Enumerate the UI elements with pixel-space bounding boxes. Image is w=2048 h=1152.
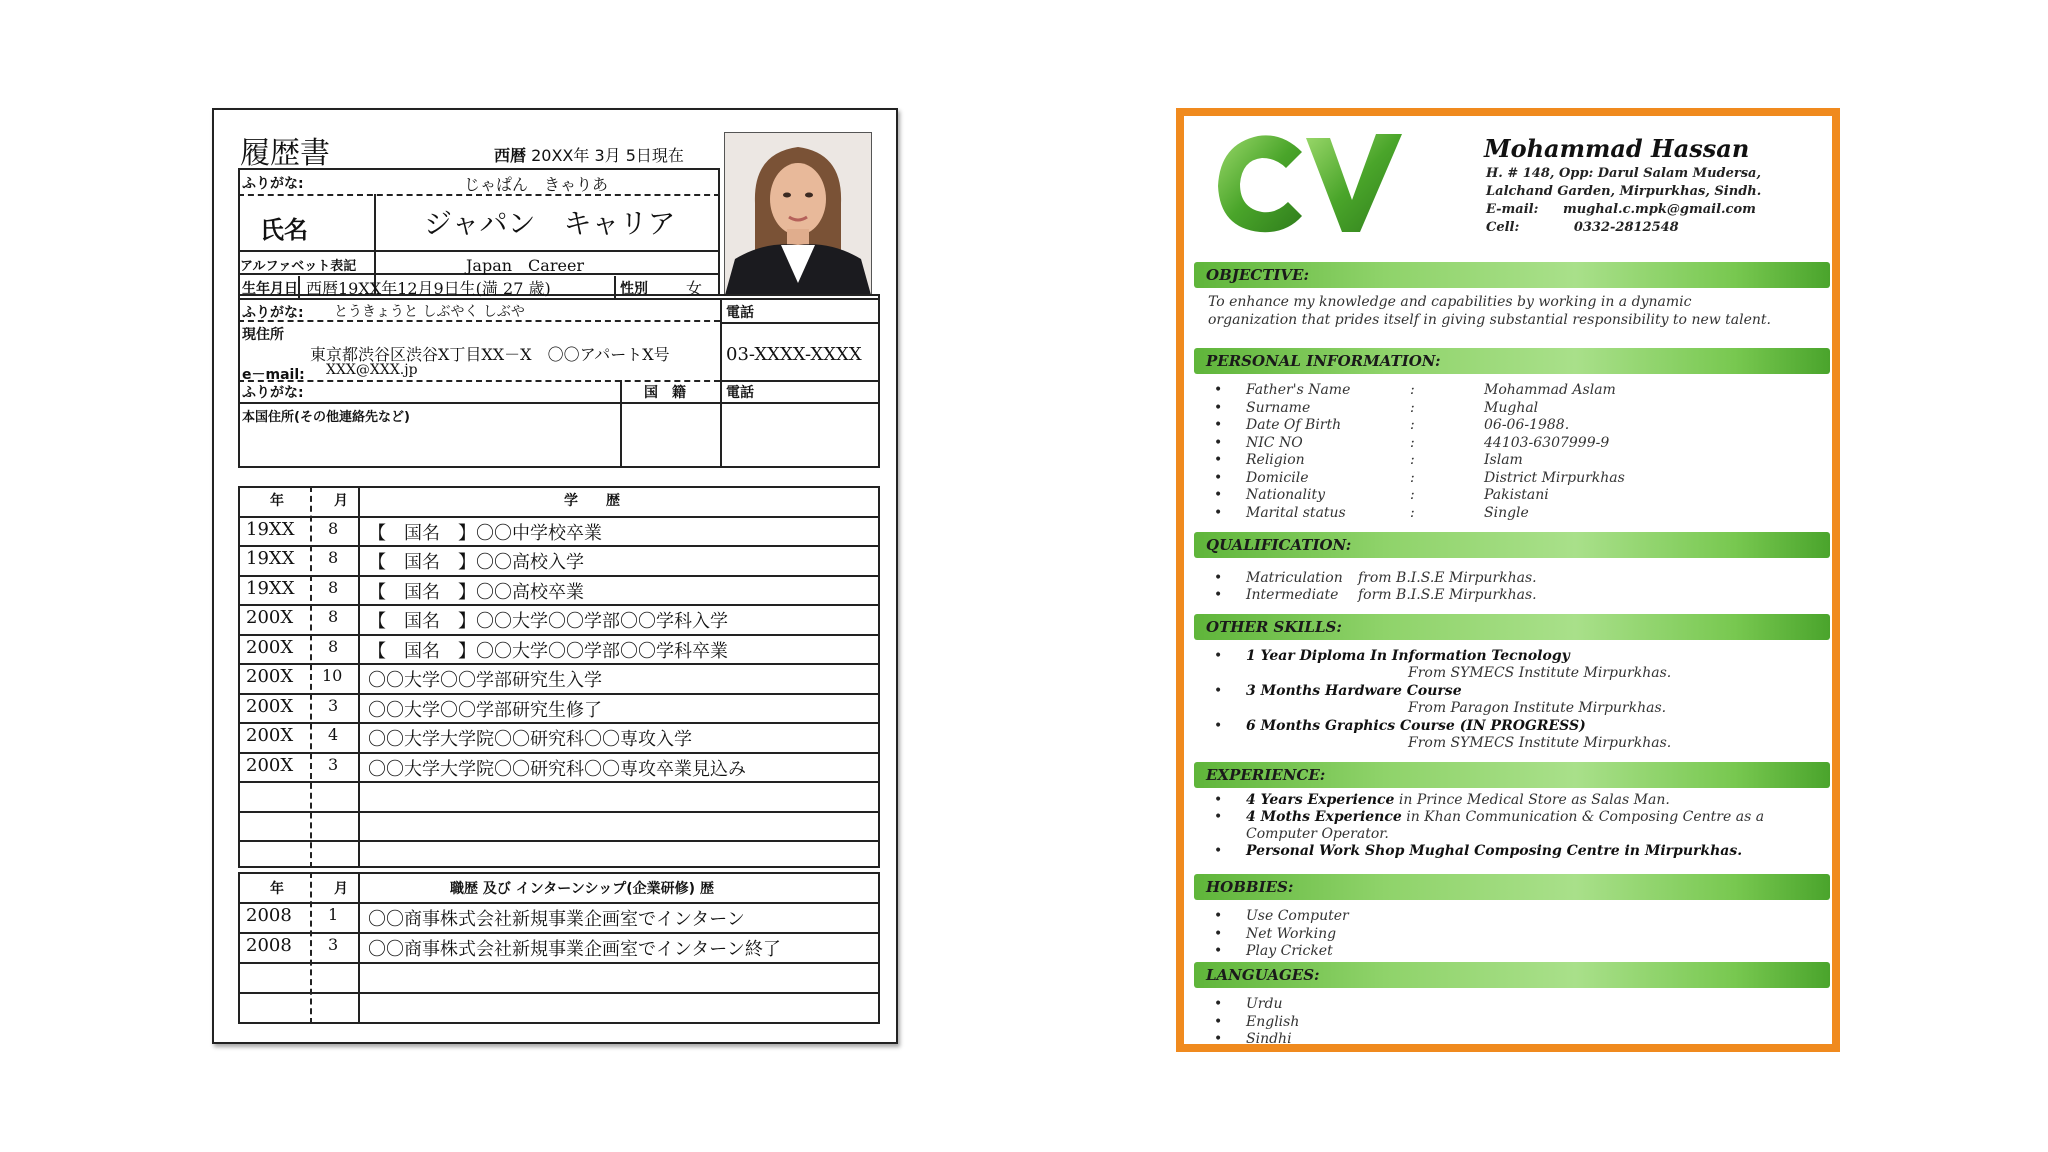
bullet: • xyxy=(1214,382,1223,398)
cv-cell-value: 0332-2812548 xyxy=(1573,220,1679,235)
edu-year: 19XX xyxy=(246,577,295,599)
edu-month: 8 xyxy=(328,518,339,538)
work-col-divider xyxy=(310,872,312,1024)
edu-col-divider xyxy=(310,486,312,868)
work-header-month: 月 xyxy=(334,881,348,897)
personal-label: Date Of Birth xyxy=(1246,417,1342,433)
work-year: 2008 xyxy=(246,905,292,926)
bullet: • xyxy=(1214,434,1223,451)
furigana2-label: ふりがな: xyxy=(242,385,304,401)
personal-label: Marital status xyxy=(1246,504,1346,521)
nationality-label: 国 籍 xyxy=(644,385,686,401)
edu-row-line xyxy=(238,545,880,547)
objective-line2: organization that prides itself in giving substantial responsibility to new talent. xyxy=(1208,312,1772,328)
edu-year: 200X xyxy=(246,607,294,628)
bullet: • xyxy=(1214,809,1223,825)
skill-institute: From SYMECS Institute Mirpurkhas. xyxy=(1408,665,1672,681)
name-label: 氏名 xyxy=(260,216,308,244)
personal-value: Pakistani xyxy=(1484,487,1549,503)
personal-label: Surname xyxy=(1246,399,1311,416)
furigana-name: じゃぱん きゃりあ xyxy=(464,175,609,194)
bullet: • xyxy=(1214,718,1223,734)
work-row-line xyxy=(238,962,880,964)
personal-value: Mohammad Aslam xyxy=(1484,382,1616,398)
edu-header-month: 月 xyxy=(334,493,348,509)
personal-value: 44103-6307999-9 xyxy=(1484,434,1610,451)
edu-year: 200X xyxy=(246,636,294,658)
experience-detail: in Khan Communication & Composing Centre as a xyxy=(1401,809,1765,825)
qualification-heading: QUALIFICATION: xyxy=(1206,536,1352,554)
personal-label: Domicile xyxy=(1246,469,1309,486)
bullet: • xyxy=(1214,843,1223,859)
japanese-resume xyxy=(212,108,898,1044)
experience-highlight: Personal Work Shop Mughal Composing Centre in Mirpurkhas. xyxy=(1246,843,1743,859)
experience-line xyxy=(1246,809,1764,825)
edu-entry: 【 国名 】〇〇大学〇〇学部〇〇学科入学 xyxy=(368,611,728,632)
cv-email xyxy=(1486,202,1756,217)
email-value: XXX@XXX.jp xyxy=(326,362,418,378)
experience-line xyxy=(1246,843,1742,859)
skill-title: 1 Year Diploma In Information Tecnology xyxy=(1246,648,1570,664)
qualification-value: from B.I.S.E Mirpurkhas. xyxy=(1358,570,1537,586)
bullet: • xyxy=(1214,943,1223,959)
edu-row-line xyxy=(238,604,880,606)
objective-heading: OBJECTIVE: xyxy=(1206,266,1310,284)
work-entry: 〇〇商事株式会社新規事業企画室でインターン終了 xyxy=(368,939,781,960)
personal-separator: : xyxy=(1410,434,1415,451)
edu-entry: 〇〇大学大学院〇〇研究科〇〇専攻入学 xyxy=(368,729,692,750)
work-month: 1 xyxy=(328,905,339,924)
edu-entry: 【 国名 】〇〇中学校卒業 xyxy=(368,522,602,544)
bullet: • xyxy=(1214,996,1223,1012)
phone-label: 電話 xyxy=(726,305,754,321)
bullet: • xyxy=(1214,452,1223,468)
edu-entry: 【 国名 】〇〇高校卒業 xyxy=(368,581,584,603)
birth-label: 生年月日 xyxy=(242,281,298,297)
edu-header-history: 学 歴 xyxy=(564,493,620,509)
address-furigana-value: とうきょうと しぶやく しぶや xyxy=(334,304,525,320)
work-row-line xyxy=(238,902,880,904)
cv-address-line2: Lalchand Garden, Mirpurkhas, Sindh. xyxy=(1486,184,1762,199)
personal-label: Father's Name xyxy=(1246,382,1351,398)
edu-entry: 〇〇大学〇〇学部研究生入学 xyxy=(368,670,602,691)
cv-email-value: mughal.c.mpk@gmail.com xyxy=(1562,202,1756,217)
personal-value: Islam xyxy=(1484,452,1523,468)
bullet: • xyxy=(1214,417,1223,433)
personal-value: Single xyxy=(1484,504,1529,521)
personal-label: NIC NO xyxy=(1246,434,1303,451)
personal-label: Nationality xyxy=(1246,487,1325,503)
experience-highlight: 4 Moths Experience xyxy=(1246,809,1402,825)
portrait-photo xyxy=(724,132,872,296)
work-year: 2008 xyxy=(246,935,292,956)
edu-month: 8 xyxy=(328,607,339,626)
edu-month: 8 xyxy=(328,577,339,597)
edu-entry: 〇〇大学〇〇学部研究生修了 xyxy=(368,699,602,721)
resume-date xyxy=(494,143,684,166)
hobby-item: Use Computer xyxy=(1246,908,1349,924)
experience-detail: in Prince Medical Store as Salas Man. xyxy=(1394,792,1670,808)
edu-month: 3 xyxy=(328,695,339,715)
resume-title: 履歴書 xyxy=(240,136,330,171)
qualification-label: Matriculation xyxy=(1246,570,1343,586)
cv-address-line1: H. # 148, Opp: Darul Salam Mudersa, xyxy=(1486,166,1762,181)
edu-row-line xyxy=(238,781,880,783)
email-label: e－mail: xyxy=(242,367,305,383)
edu-month: 8 xyxy=(328,636,339,656)
experience-line xyxy=(1246,792,1670,808)
edu-year: 200X xyxy=(246,666,294,687)
date-prefix: 西暦 xyxy=(494,146,527,165)
edu-header-year: 年 xyxy=(270,493,284,509)
personal-separator: : xyxy=(1410,487,1415,503)
date-value: 20XX年 3月 5日現在 xyxy=(531,146,684,165)
alphabet-label: アルファベット表記 xyxy=(240,259,357,274)
edu-col-divider xyxy=(358,486,360,868)
bullet: • xyxy=(1214,487,1223,503)
skill-title: 3 Months Hardware Course xyxy=(1246,683,1462,699)
personal-separator: : xyxy=(1410,417,1415,433)
cv-name: Mohammad Hassan xyxy=(1484,134,1750,163)
skills-heading: OTHER SKILLS: xyxy=(1206,618,1342,636)
hobby-item: Net Working xyxy=(1246,925,1337,942)
edu-entry: 【 国名 】〇〇大学〇〇学部〇〇学科卒業 xyxy=(368,640,728,662)
bullet: • xyxy=(1214,648,1223,664)
experience-highlight: 4 Years Experience xyxy=(1246,792,1395,808)
objective-line1: To enhance my knowledge and capabilities by working in a dynamic xyxy=(1208,294,1692,310)
gender-label: 性別 xyxy=(620,281,648,297)
languages-heading: LANGUAGES: xyxy=(1206,966,1320,984)
personal-heading: PERSONAL INFORMATION: xyxy=(1206,352,1441,370)
edu-month: 3 xyxy=(328,754,339,774)
home-address-label: 本国住所(その他連絡先など) xyxy=(242,410,410,425)
bullet: • xyxy=(1214,469,1223,486)
personal-separator: : xyxy=(1410,452,1415,468)
work-row-line xyxy=(238,992,880,994)
bullet: • xyxy=(1214,399,1223,416)
edu-row-line xyxy=(238,722,880,724)
skill-institute: From SYMECS Institute Mirpurkhas. xyxy=(1408,735,1672,751)
edu-row-line xyxy=(238,811,880,813)
cv-email-label: E-mail: xyxy=(1486,202,1539,217)
language-item: English xyxy=(1246,1013,1300,1030)
edu-year: 200X xyxy=(246,754,294,776)
personal-separator: : xyxy=(1410,382,1415,398)
bullet: • xyxy=(1214,683,1223,699)
edu-row-line xyxy=(238,634,880,636)
edu-entry: 〇〇大学大学院〇〇研究科〇〇専攻卒業見込み xyxy=(368,758,746,780)
skill-institute: From Paragon Institute Mirpurkhas. xyxy=(1408,700,1667,716)
english-cv xyxy=(1176,108,1840,1052)
edu-row-line xyxy=(238,663,880,665)
bullet: • xyxy=(1214,504,1223,521)
personal-separator: : xyxy=(1410,399,1415,416)
edu-row-line xyxy=(238,752,880,754)
edu-year: 19XX xyxy=(246,548,295,569)
bullet: • xyxy=(1214,570,1223,586)
language-item: Urdu xyxy=(1246,996,1283,1012)
experience-heading: EXPERIENCE: xyxy=(1206,766,1326,784)
edu-month: 8 xyxy=(328,548,339,567)
personal-value: 06-06-1988. xyxy=(1484,417,1570,433)
bullet: • xyxy=(1214,587,1223,603)
edu-row-line xyxy=(238,840,880,842)
bullet: • xyxy=(1214,925,1223,942)
language-item: Sindhi xyxy=(1246,1031,1292,1047)
address-label: 現住所 xyxy=(242,327,284,343)
work-header-year: 年 xyxy=(270,881,284,897)
work-header-history: 職歴 及び インターンシップ(企業研修) 歴 xyxy=(450,881,714,897)
edu-year: 19XX xyxy=(246,518,295,540)
hobby-item: Play Cricket xyxy=(1246,943,1333,959)
bullet: • xyxy=(1214,1031,1223,1047)
personal-separator: : xyxy=(1410,504,1415,521)
cv-cell xyxy=(1486,220,1679,235)
furigana-label: ふりがな: xyxy=(242,176,304,192)
experience-line xyxy=(1246,826,1389,842)
skill-title: 6 Months Graphics Course (IN PROGRESS) xyxy=(1246,718,1586,734)
bullet: • xyxy=(1214,908,1223,924)
edu-row-line xyxy=(238,575,880,577)
edu-year: 200X xyxy=(246,725,294,746)
hobbies-heading: HOBBIES: xyxy=(1206,878,1294,896)
gender-value: 女 xyxy=(686,279,703,298)
experience-detail: Computer Operator. xyxy=(1246,826,1389,842)
address-value: 東京都渋谷区渋谷X丁目XX－X 〇〇アパートX号 xyxy=(310,345,670,364)
personal-label: Religion xyxy=(1246,452,1305,468)
work-month: 3 xyxy=(328,935,339,954)
qualification-value: form B.I.S.E Mirpurkhas. xyxy=(1358,587,1537,603)
edu-month: 10 xyxy=(322,666,343,685)
work-entry: 〇〇商事株式会社新規事業企画室でインターン xyxy=(368,909,745,930)
work-col-divider xyxy=(358,872,360,1024)
birth-value: 西暦19XX年12月9日生(満 27 歳) xyxy=(306,279,551,298)
edu-year: 200X xyxy=(246,695,294,717)
cv-logo-text: CV xyxy=(1202,124,1204,125)
qualification-label: Intermediate xyxy=(1246,587,1339,603)
phone-value: 03-XXXX-XXXX xyxy=(726,344,862,365)
bullet: • xyxy=(1214,792,1223,808)
cv-cell-label: Cell: xyxy=(1486,220,1520,235)
bullet: • xyxy=(1214,1013,1223,1030)
work-row-line xyxy=(238,932,880,934)
personal-value: District Mirpurkhas xyxy=(1484,469,1625,486)
edu-month: 4 xyxy=(328,725,339,744)
edu-entry: 【 国名 】〇〇高校入学 xyxy=(368,552,584,573)
alphabet-value: Japan Career xyxy=(466,256,585,275)
edu-row-line xyxy=(238,516,880,518)
name-value: ジャパン キャリア xyxy=(424,207,676,240)
address-furigana-label: ふりがな: xyxy=(242,305,304,321)
personal-value: Mughal xyxy=(1484,399,1539,416)
personal-separator: : xyxy=(1410,469,1415,486)
cv-logo xyxy=(1202,124,1422,248)
edu-row-line xyxy=(238,693,880,695)
phone2-label: 電話 xyxy=(726,385,754,401)
